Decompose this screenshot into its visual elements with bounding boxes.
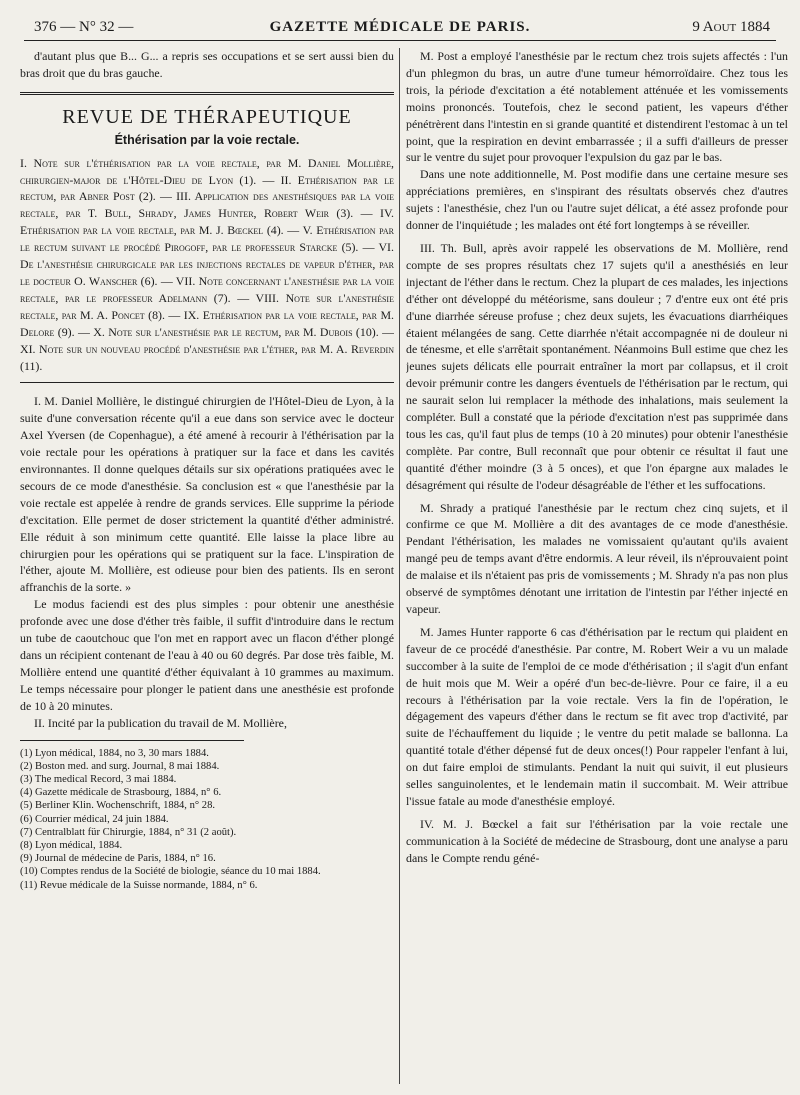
body-paragraph: III. Th. Bull, après avoir rappelé les observations de M. Mollière, rend compte de ses propres résultats chez 17 sujets qu'il a anesthésiés en leur injectant de l'éther dans le rectum. Chez la plupart de ces malades, les injections d'éther ont développé du météorisme, sans douleur ; 7 d'entre eux ont été pris d'une diarrhée séreuse profuse ; chez deux sujets, les évacuations diarrhéiques étaient mélangées de sang. Cette diarrhée n'était accompagnée ni de douleur ni de ténesme, et elle s'arrêtait spontanément. Néanmoins Bull estime que chez les jeunes sujets délicats elle pourrait entraîner la mort par collapsus, et il croit devoir prémunir contre les dangers éventuels de l'éthérisation par le rectum, qui ne saurait selon lui remplacer la méthode des inhalations, mais seulement la compléter. Bull a constaté que la période d'excitation n'est pas supprimée dans tous les cas, qu'il faut plus de temps (10 à 20 minutes) pour obtenir l'anesthésie complète. Par contre, Bull reconnaît que pour obtenir ce résultat il faut une quantité d'éther moindre (3 à 5 onces), et que l'on épargne aux malades le désagrément qui résulte de l'odeur désagréable de l'éther et les suffocations. xyxy=(406,240,788,492)
page-header xyxy=(24,14,776,41)
intro-paragraph: d'autant plus que B... G... a repris ses occupations et se sert aussi bien du bras droit que du bras gauche. xyxy=(20,49,394,80)
issue-date: 9 Aout 1884 xyxy=(692,19,770,35)
contents-list xyxy=(20,155,394,375)
body-paragraph: M. Post a employé l'anesthésie par le rectum chez trois sujets affectés : l'un d'un phlegmon du bras, un autre d'une tumeur hémorroïdaire. Chez tous les trois, la période d'excitation a été notablement atténuée et les vomissements moins prononcés. Toutefois, chez le second patient, les vapeurs d'éther pénétrèrent dans l'intestin en si grande quantité et distendirent l'estomac à un tel point, que la respiration en devint embarrassée ; il a suffi d'ailleurs de presser sur le ventre du sujet pour provoquer l'expulsion du gaz par le bas. xyxy=(406,49,788,165)
footnote: (11) Revue médicale de la Suisse normande, 1884, n° 6. xyxy=(20,879,258,891)
page-number: 376 — N° 32 — xyxy=(34,19,134,35)
footnote: (3) The medical Record, 3 mai 1884. xyxy=(20,773,177,785)
column-divider xyxy=(399,48,400,1084)
body-paragraph: I. M. Daniel Mollière, le distingué chirurgien de l'Hôtel-Dieu de Lyon, à la suite d'une conversation récente qu'il a eue dans son service avec le docteur Axel Yversen (de Copenhague), a été amené à recourir à l'éthérisation par la voie rectale pour les opérations à pratiquer sur la face et dans les cavités environnantes. Il donne quelques détails sur six opérations pratiquées avec le secours de ce mode d'anesthésie. Sa conclusion est « que l'anesthésie par la voie rectale est appelée à rendre de grands services. Elle supprime la période d'excitation. Elle permet de doser strictement la quantité d'éther administré. Elle réduit à son minimum cette quantité. Elle laisse la place libre au chirurgien pour les opérations qui se pratiquent sur la face. L'inspiration de l'éther, ajoute M. Mollière, est odieuse pour bien des patients. Ils en seront affranchis de la sorte. » xyxy=(20,394,394,595)
body-paragraph: Le modus faciendi est des plus simples : pour obtenir une anesthésie profonde avec une dose d'éther très faible, il suffit d'introduire dans le rectum un tube de caoutchouc que l'on met en rapport avec un flacon d'éther plongé dans un récipient contenant de l'eau à 40 ou 60 degrés. Par dose très faible, M. Mollière entend une quantité d'éther équivalant à 10 grammes au maximum. Le temps nécessaire pour plonger le patient dans une anesthésie est profonde de 10 à 20 minutes. xyxy=(20,597,394,713)
section-divider xyxy=(20,92,394,95)
footnote: (6) Courrier médical, 24 juin 1884. xyxy=(20,813,169,825)
body-paragraph: M. James Hunter rapporte 6 cas d'éthérisation par le rectum qui plaident en faveur de ce procédé d'anesthésie. Par contre, M. Robert Weir a vu un malade succomber à la suite de l'emploi de ce mode d'éthérisation ; il s'agit d'un enfant de huit mois que M. Weir a opéré d'un bec-de-lièvre. Pour ce faire, il a eu recours à l'éthérisation par la voie rectale. Vers la fin de l'opération, le dégagement des vapeurs d'éther dans le rectum se fit avec trop d'activité, par suite de l'échauffement du liquide ; le ventre du petit malade se ballonna. La quantité totale d'éther dépensé fut de deux onces(!) Pour rappeler l'enfant à lui, on dut faire emploi de stimulants. Pendant la nuit qui suivit, il eut plusieurs selles sanguinolentes, et le lendemain matin il succombait. M. Weir attribue l'issue fatale au mode d'anesthésie employé. xyxy=(406,624,788,808)
left-column xyxy=(20,48,394,1084)
footnote: (8) Lyon médical, 1884. xyxy=(20,839,123,851)
body-paragraph: M. Shrady a pratiqué l'anesthésie par le rectum chez cinq sujets, et il confirme ce que M. Mollière a dit des avantages de ce mode d'anesthésie. Pendant l'éthérisation, les malades ne vomissaient qu'autant qu'ils avaient mangé peu de temps avant d'être endormis. A leur réveil, ils n'éprouvaient point de malaise et ils n'étaient pas pris de vomissements ; M. Shrady n'a pas non plus observé de symptômes dénotant une irritation de l'intestin par l'éther injecté en vapeur. xyxy=(406,500,788,616)
right-column xyxy=(406,48,788,1084)
body-paragraph: Dans une note additionnelle, M. Post modifie dans une certaine mesure ses appréciations premières, en s'inspirant des résultats observés chez d'autres sujets : l'anesthésie, chez l'un ou l'autre sujet délicat, a été assez profonde pour donner de l'inquiétude ; les malades ont été fort longtemps à se réveiller. xyxy=(406,167,788,233)
footnote: (5) Berliner Klin. Wochenschrift, 1884, n° 28. xyxy=(20,800,216,812)
issue-number: — N° 32 — xyxy=(60,19,134,35)
body-paragraph: IV. M. J. Bœckel a fait sur l'éthérisation par la voie rectale une communication à la Société de médecine de Strasbourg, dont une analyse a paru dans le Compte rendu géné- xyxy=(406,816,788,865)
section-subtitle: Éthérisation par la voie rectale. xyxy=(114,132,300,147)
body-paragraph: II. Incité par la publication du travail de M. Mollière, xyxy=(34,715,287,730)
footnote: (1) Lyon médical, 1884, no 3, 30 mars 1884. xyxy=(20,747,209,759)
footnote: (4) Gazette médicale de Strasbourg, 1884, n° 6. xyxy=(20,787,222,799)
footnote: (2) Boston med. and surg. Journal, 8 mai 1884. xyxy=(20,760,220,772)
footnote: (7) Centralblatt für Chirurgie, 1884, n° 31 (2 août). xyxy=(20,826,237,838)
toc-divider xyxy=(20,382,394,383)
footnote: (9) Journal de médecine de Paris, 1884, n° 16. xyxy=(20,853,216,865)
section-title: REVUE DE THÉRAPEUTIQUE xyxy=(62,105,352,128)
footnote-rule xyxy=(20,740,244,741)
footnote: (10) Comptes rendus de la Société de biologie, séance du 10 mai 1884. xyxy=(20,866,321,878)
footnotes xyxy=(20,747,394,892)
contents-text: I. Note sur l'éthérisation par la voie rectale, par M. Daniel Mollière, chirurgien-major de l'Hôtel-Dieu de Lyon (1). — II. Ethérisation par le rectum, par Abner Post (2). — III. Application des anesthésiques par la voie rectale, par T. Bull, Shrady, James Hunter, Robert Weir (3). — IV. Ethérisation par la voie rectale, par M. J. Bœckel (4). — V. Ethérisation par le rectum suivant le procédé Pirogoff, par le professeur Starcke (5). — VI. De l'anesthésie chirurgicale par les injections rectales de vapeur d'éther, par le docteur O. Wanscher (6). — VII. Note concernant l'anesthésie par la voie rectale, par le professeur Adelmann (7). — VIII. Note sur l'anesthésie rectale, par M. A. Poncet (8). — IX. Ethérisation par la voie rectale, par M. Delore (9). — X. Note sur l'anesthésie par le rectum, par M. Dubois (10). — XI. Note sur un nouveau procédé d'anesthésie par l'éther, par M. A. Reverdin (11). xyxy=(20,155,394,373)
journal-title: GAZETTE MÉDICALE DE PARIS. xyxy=(269,19,531,35)
